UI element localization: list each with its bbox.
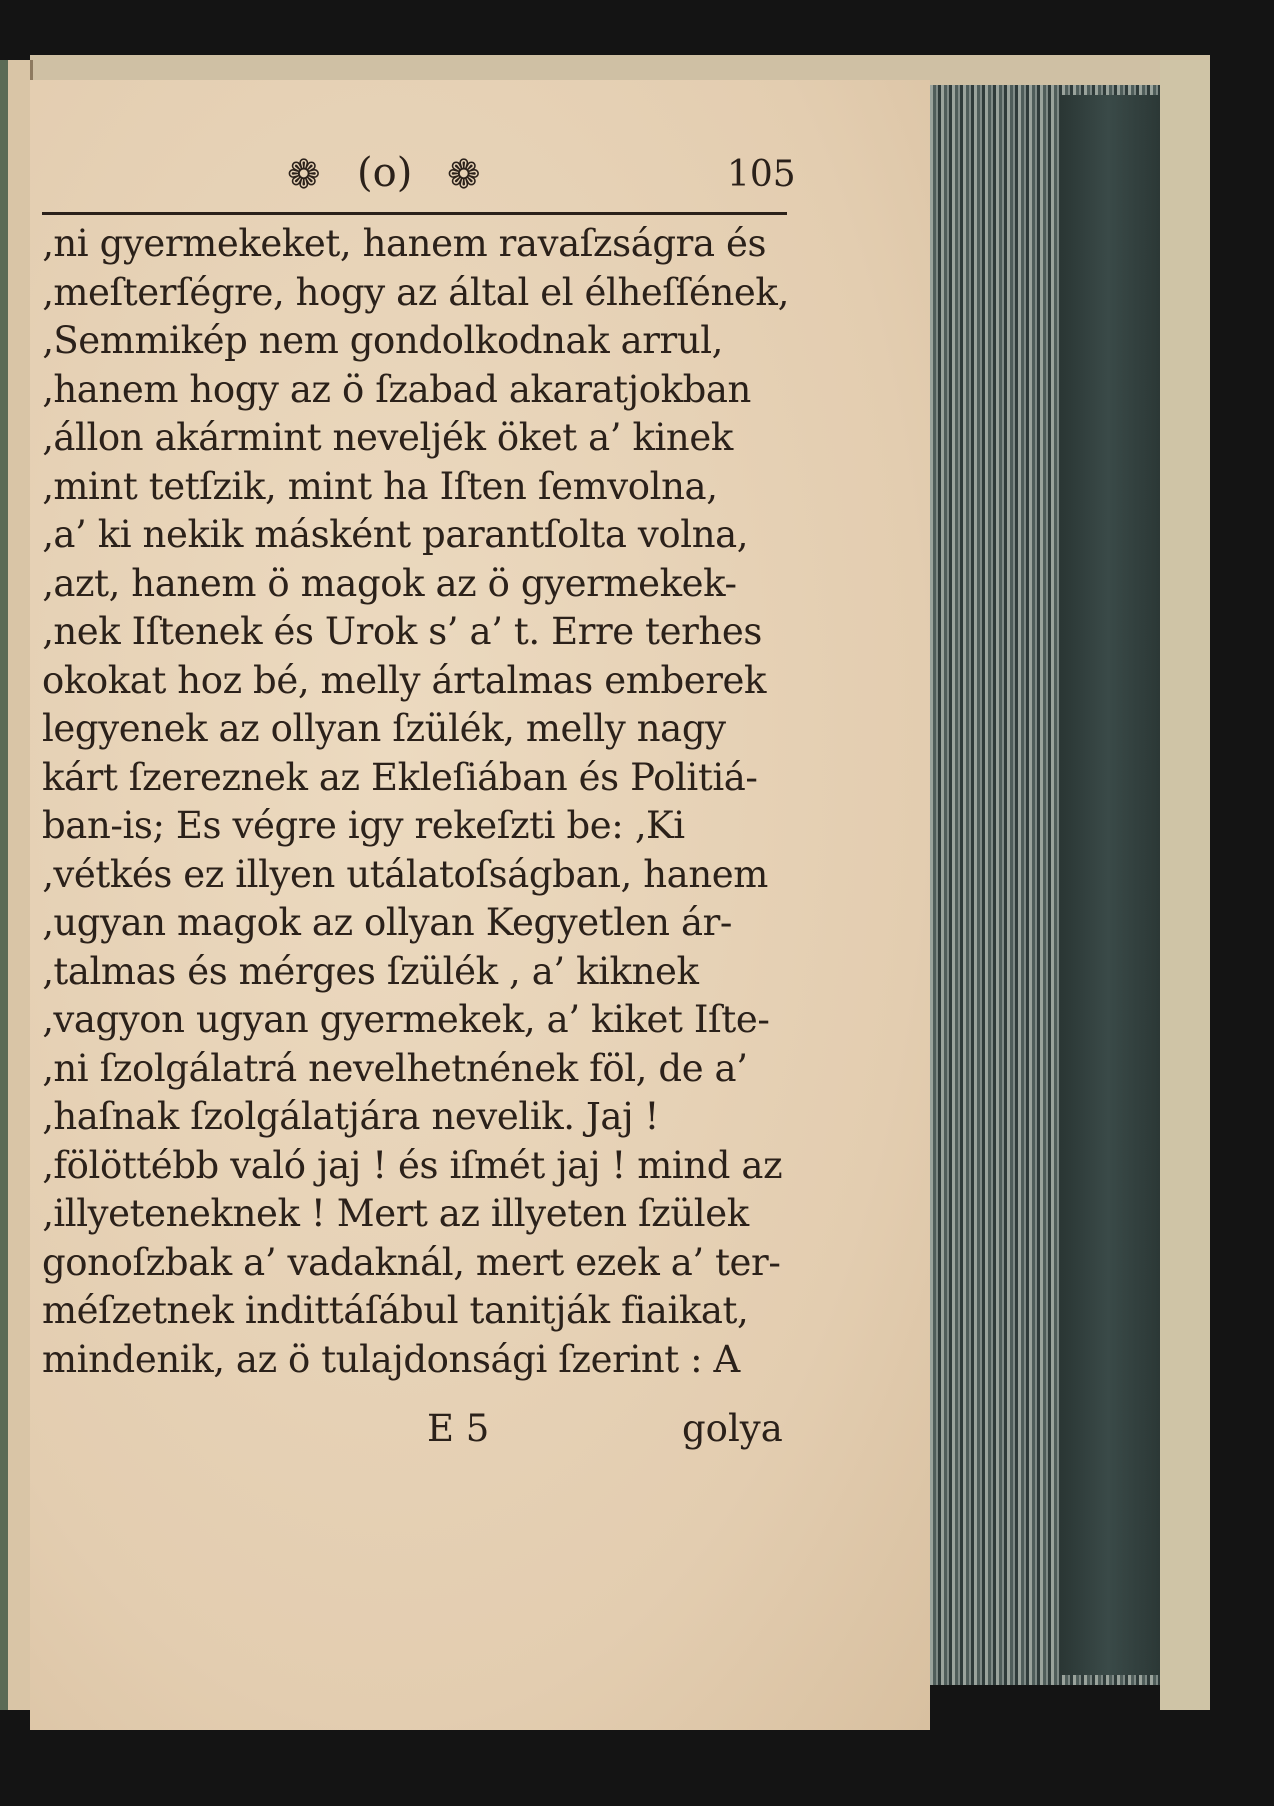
page-footer — [42, 1407, 802, 1457]
text-line: ‚ugyan magok az ollyan Kegyetlen ár- — [42, 901, 732, 944]
text-line: ‚nek Iſtenek és Urok s’ a’ t. Erre terhes — [42, 610, 762, 653]
text-line: ‚illyeteneknek ! Mert az illyeten ſzülek — [42, 1192, 749, 1235]
flower-ornament-icon: ❁ — [287, 152, 321, 198]
text-line: ‚haſnak ſzolgálatjára nevelik. Jaj ! — [42, 1095, 659, 1138]
text-block — [42, 150, 796, 1450]
text-line: ‚fölöttébb való jaj ! és iſmét jaj ! mind az — [42, 1143, 783, 1187]
text-line: ‚vétkés ez illyen utálatoſságban, hanem — [42, 852, 768, 896]
text-line: méſzetnek indittáſábul tanitják fiaikat, — [42, 1289, 749, 1332]
flower-ornament-icon: ❁ — [447, 152, 481, 198]
text-line: ‚állon akármint neveljék öket a’ kinek — [42, 416, 733, 459]
signature-mark: E 5 — [427, 1407, 490, 1450]
text-line: legyenek az ollyan ſzülék, melly nagy — [42, 707, 726, 750]
header-rule — [42, 212, 787, 215]
catchword: golya — [682, 1407, 783, 1450]
text-line: mindenik, az ö tulajdonsági ſzerint : A — [42, 1337, 740, 1381]
text-line: ‚azt, hanem ö magok az ö gyermekek- — [42, 561, 737, 605]
text-line: ‚vagyon ugyan gyermekek, a’ kiket Iſte- — [42, 998, 770, 1041]
body-text — [42, 220, 802, 1384]
spine-binding — [0, 60, 8, 1710]
text-line: ‚a’ ki nekik másként parantſolta volna, — [42, 513, 749, 556]
text-line: ‚talmas és mérges ſzülék , a’ kiknek — [42, 949, 699, 993]
running-header — [42, 150, 796, 210]
text-line: okokat hoz bé, melly ártalmas emberek — [42, 658, 767, 702]
text-line: kárt ſzereznek az Ekleſiában és Politiá- — [42, 755, 758, 799]
cover-board — [1160, 60, 1210, 1710]
text-line: ‚Semmikép nem gondolkodnak arrul, — [42, 319, 724, 362]
page-number: 105 — [727, 154, 796, 195]
text-line: ‚ni gyermekeket, hanem ravaſzságra és — [42, 222, 767, 265]
text-line: ‚hanem hogy az ö ſzabad akaratjokban — [42, 367, 751, 411]
header-mark: (o) — [357, 150, 413, 196]
text-line: ‚mint tetſzik, mint ha Iſten ſemvolna, — [42, 464, 718, 508]
text-line: gonoſzbak a’ vadaknál, mert ezek a’ ter- — [42, 1240, 781, 1284]
text-line: ban-is; Es végre igy rekeſzti be: ‚Ki — [42, 804, 685, 847]
text-line: ‚ni ſzolgálatrá nevelhetnének föl, de a’ — [42, 1046, 748, 1090]
text-line: ‚meſterſégre, hogy az által el élheſſének‚ — [42, 270, 789, 314]
